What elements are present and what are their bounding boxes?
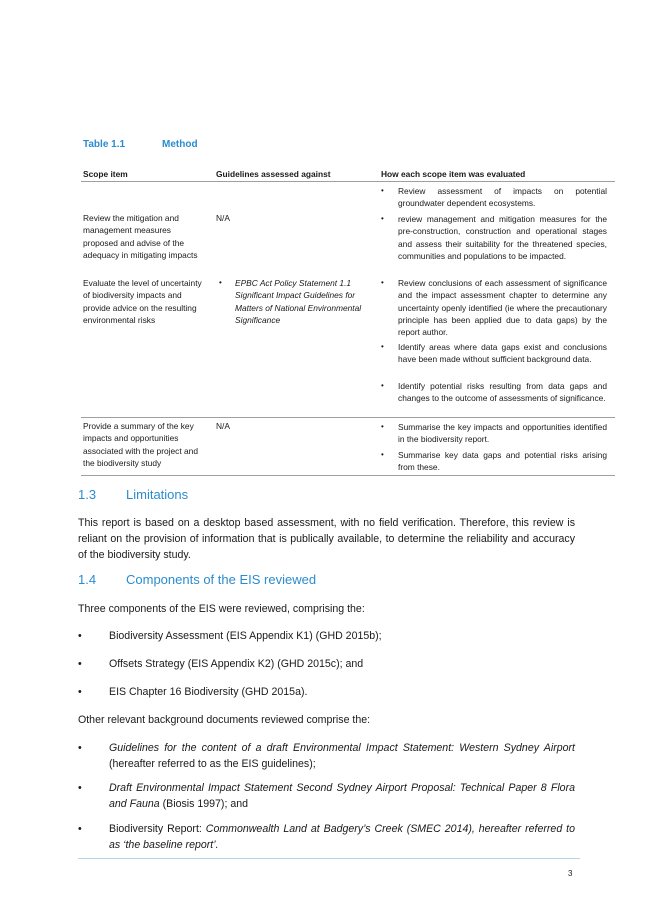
section-number: 1.4: [78, 572, 97, 587]
table-cell-evaluation: review management and mitigation measures for the pre-construction, construction and operational stages and assess their suitability for the threatened species, communities and populations to be impacted.: [398, 214, 607, 261]
table-header-guidelines: Guidelines assessed against: [216, 169, 331, 179]
other-documents-intro: Other relevant background documents reviewed comprise the:: [78, 714, 371, 726]
table-header-row: [83, 169, 615, 181]
limitations-paragraph: This report is based on a desktop based assessment, with no field verification. Therefore, this review is reliant on the provision of information that is publically available, to determine the reliability and accuracy of the biodiversity study.: [78, 517, 575, 561]
bullet-icon: •: [381, 342, 384, 351]
table-cell-scope: Evaluate the level of uncertainty of biodiversity impacts and provide advice on the resulting environmental risks: [83, 278, 202, 325]
bullet-icon: •: [78, 742, 82, 754]
table-cell-evaluation: Identify potential risks resulting from data gaps and changes to the outcome of assessments of significance.: [398, 381, 607, 404]
table-row-rule: [81, 417, 615, 418]
page-number: 3: [568, 869, 573, 878]
table-cell-guidelines: N/A: [216, 213, 230, 223]
document-title: Draft Environmental Impact Statement Second Sydney Airport Proposal: Technical Paper 8 Flora and Fauna: [109, 782, 575, 810]
bullet-icon: •: [78, 630, 82, 642]
bullet-icon: •: [78, 658, 82, 670]
bullet-icon: •: [381, 450, 384, 459]
section-title: Components of the EIS reviewed: [126, 572, 317, 587]
bullet-icon: •: [381, 381, 384, 390]
list-item-text: EIS Chapter 16 Biodiversity (GHD 2015a).: [109, 686, 308, 698]
list-item-text: Biodiversity Assessment (EIS Appendix K1) (GHD 2015b);: [109, 630, 382, 642]
table-cell-guidelines: N/A: [216, 421, 230, 431]
document-title: Guidelines for the content of a draft Environmental Impact Statement: Western Sydney Airport: [109, 742, 575, 754]
list-item: [78, 780, 575, 812]
table-bottom-rule: [81, 475, 615, 476]
bullet-icon: •: [381, 278, 384, 287]
section-title: Limitations: [126, 487, 189, 502]
table-header-scope: Scope item: [83, 169, 128, 179]
section-heading-components: [78, 572, 316, 587]
table-cell-evaluation: Summarise the key impacts and opportunities identified in the biodiversity report.: [398, 422, 607, 445]
footer-rule: [78, 858, 580, 859]
table-caption-number: Table 1.1: [83, 139, 126, 150]
components-intro: Three components of the EIS were reviewed, comprising the:: [78, 603, 365, 615]
table-cell-evaluation: Review assessment of impacts on potential groundwater dependent ecosystems.: [398, 186, 607, 209]
bullet-icon: •: [381, 186, 384, 195]
bullet-icon: •: [78, 823, 82, 835]
section-number: 1.3: [78, 487, 97, 502]
bullet-icon: •: [381, 422, 384, 431]
list-item-text: [109, 780, 575, 812]
table-cell-guidelines: [235, 277, 370, 326]
document-title: Commonwealth Land at Badgery’s Creek (SMEC 2014), hereafter referred to as ‘the baseline report’.: [109, 823, 575, 851]
table-cell-scope: Provide a summary of the key impacts and opportunities associated with the project and the biodiversity study: [83, 421, 198, 468]
document-prefix: Biodiversity Report:: [109, 823, 206, 835]
bullet-icon: •: [78, 782, 82, 794]
bullet-icon: •: [381, 214, 384, 223]
table-cell-evaluation: Summarise key data gaps and potential risks arising from these.: [398, 450, 607, 473]
table-caption: [83, 139, 198, 150]
bullet-icon: •: [78, 686, 82, 698]
bullet-icon: •: [219, 278, 222, 287]
document-note: (hereafter referred to as the EIS guidelines);: [109, 758, 316, 770]
list-item: [78, 740, 575, 772]
list-item: [78, 821, 575, 853]
table-header-rule: [81, 181, 615, 182]
table-caption-title: Method: [162, 139, 198, 150]
document-note: (Biosis 1997); and: [159, 798, 249, 810]
table-cell-evaluation: Identify areas where data gaps exist and conclusions have been made without sufficient background data.: [398, 342, 607, 365]
table-cell-evaluation: Review conclusions of each assessment of significance and the impact assessment chapter to determine any uncertainty openly identified (ie where the precautionary principle has been applied due to data gaps) by the report author.: [398, 278, 607, 338]
list-item-text: [109, 740, 575, 772]
list-item-text: Offsets Strategy (EIS Appendix K2) (GHD 2015c); and: [109, 658, 364, 670]
list-item-text: [109, 821, 575, 853]
section-heading-limitations: [78, 487, 188, 502]
table-header-evaluation: How each scope item was evaluated: [381, 169, 526, 179]
guideline-title: EPBC Act Policy Statement 1.1 Significant Impact Guidelines for Matters of National Environmental Significance: [235, 278, 362, 325]
table-cell-scope: Review the mitigation and management measures proposed and advise of the adequacy in mitigating impacts: [83, 213, 198, 260]
